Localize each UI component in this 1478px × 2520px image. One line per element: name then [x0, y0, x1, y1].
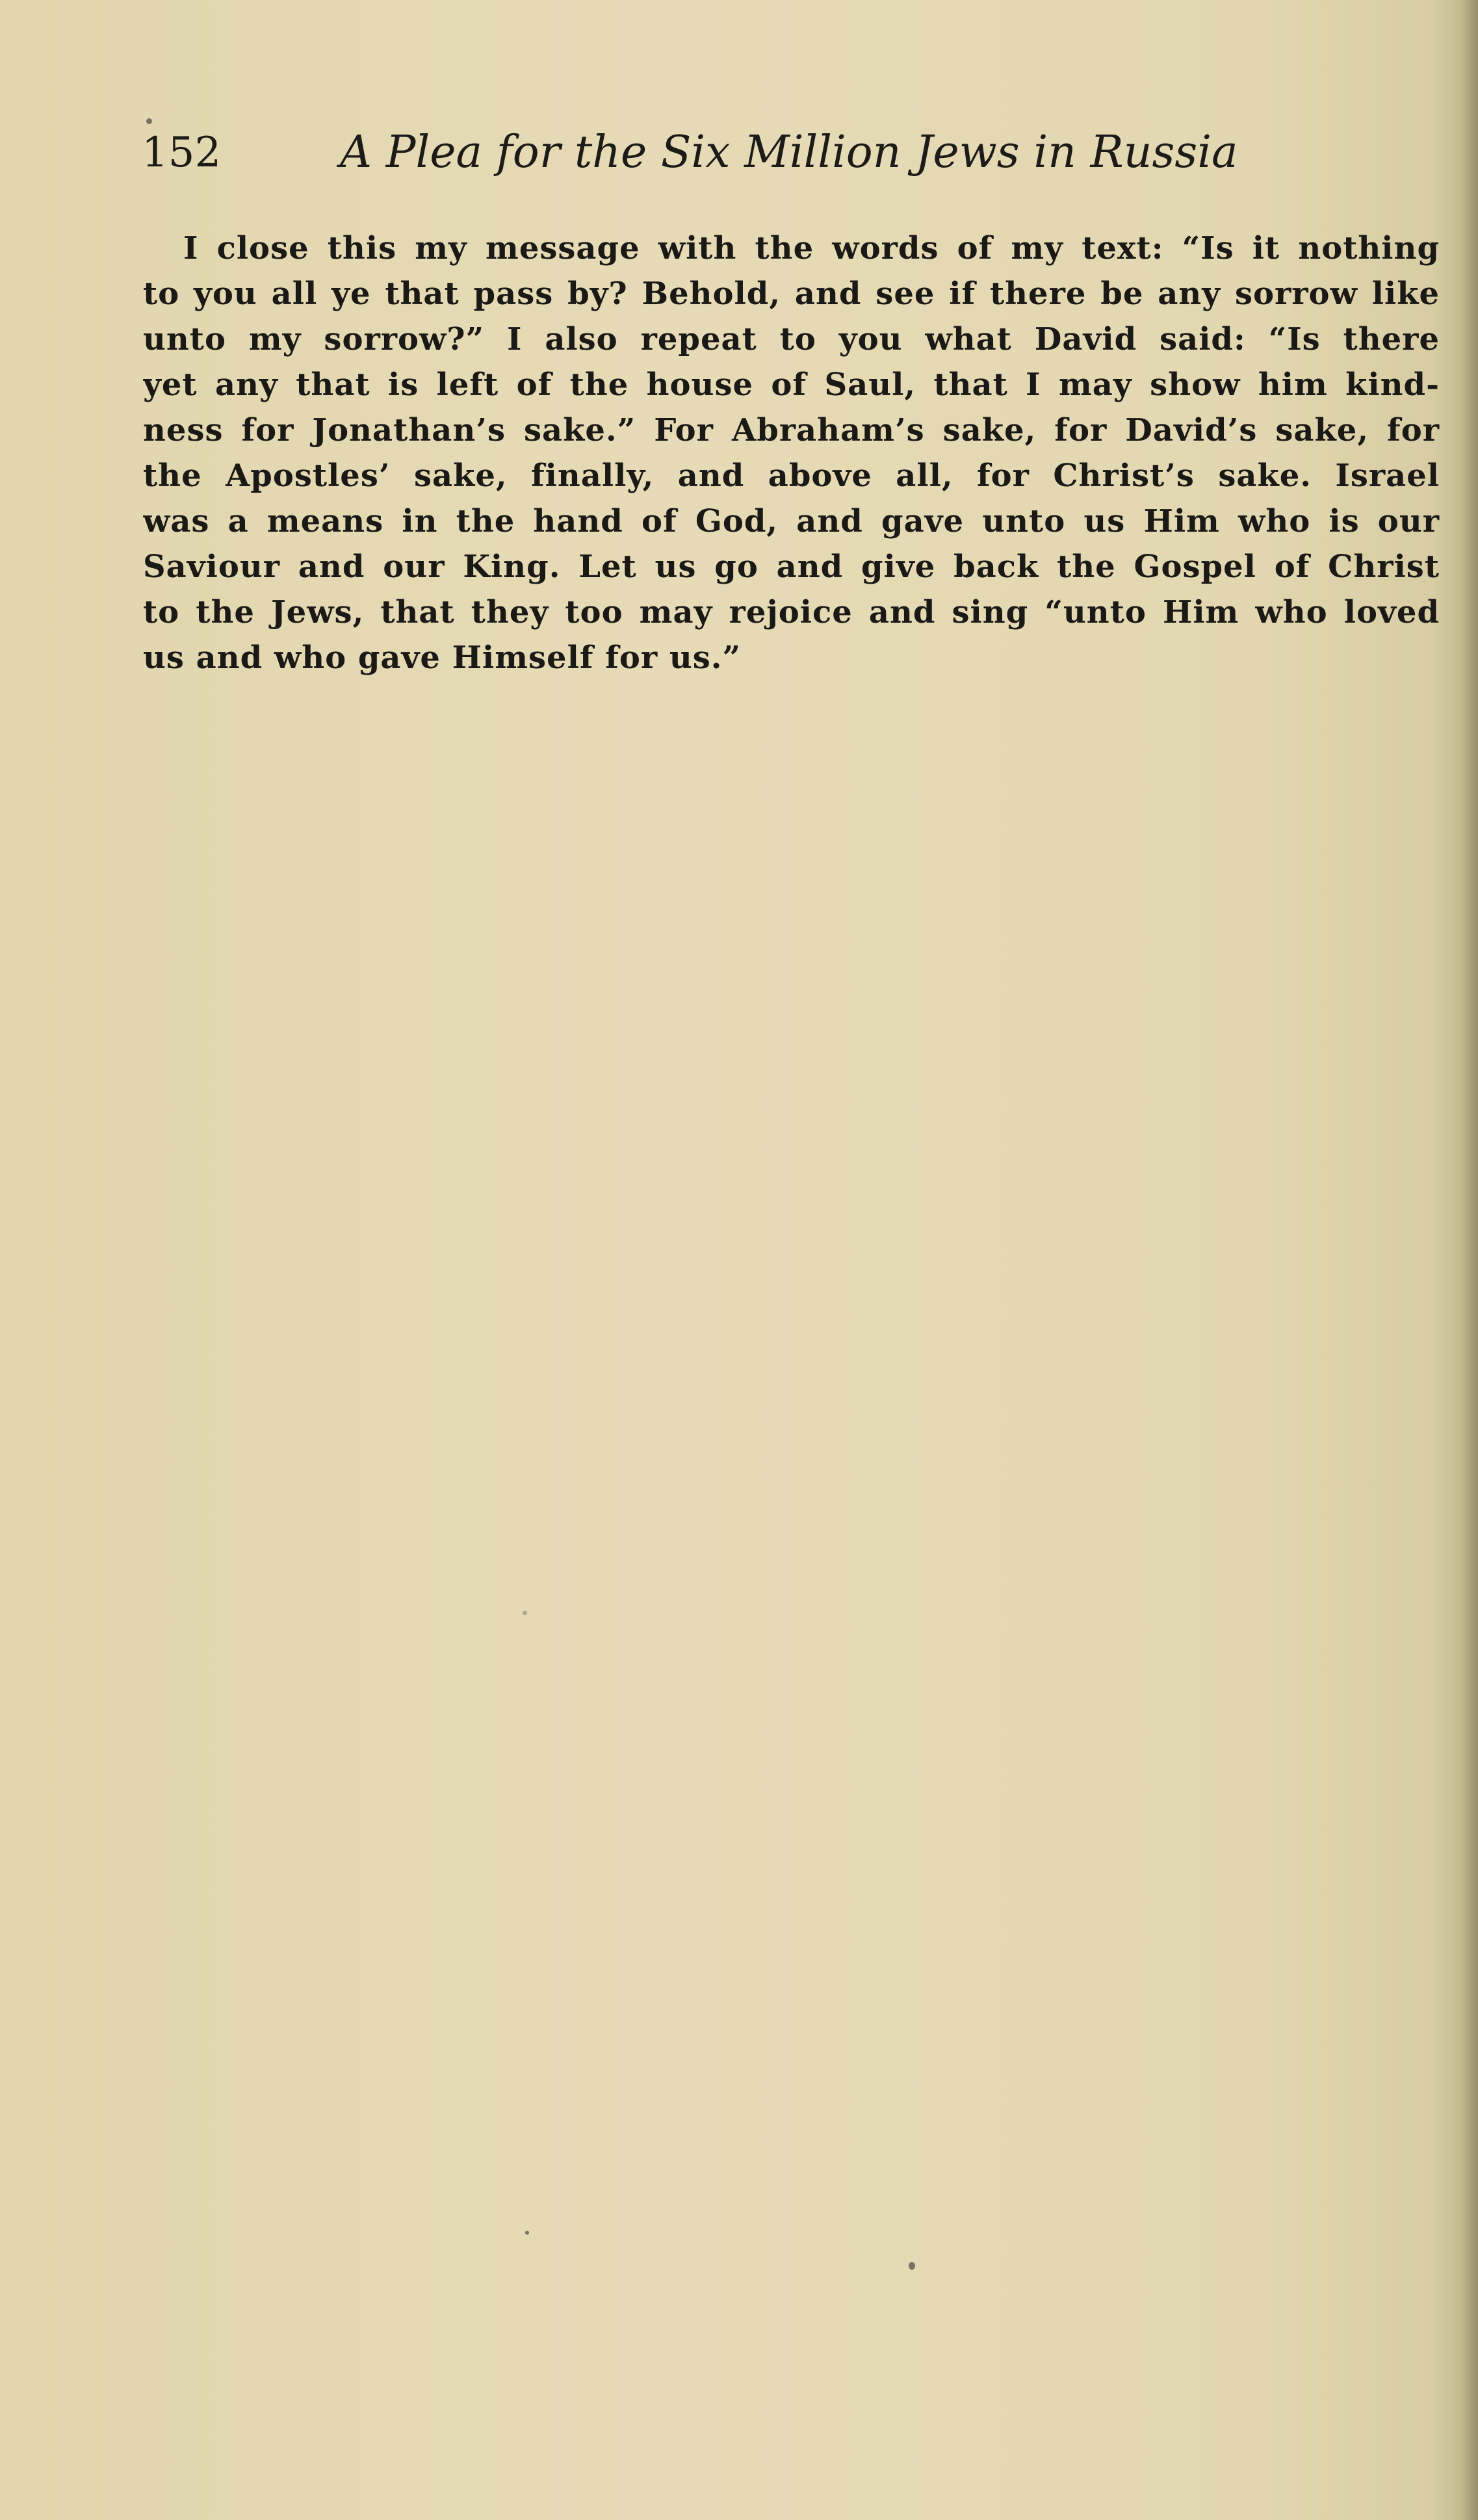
- text-line: unto my sorrow?” I also repeat to you what David said: “Is there: [143, 321, 1440, 357]
- text-line: to you all ye that pass by? Behold, and see if there be any sorrow like: [143, 276, 1440, 312]
- running-head: [142, 123, 1247, 182]
- paper-speck: [909, 2262, 915, 2270]
- text-line: yet any that is left of the house of Saul, that I may show him kind-: [143, 367, 1440, 403]
- text-line: Saviour and our King. Let us go and give back the Gospel of Christ: [143, 549, 1440, 585]
- text-line: I close this my message with the words of my text: “Is it nothing: [183, 230, 1440, 266]
- paper-speck: [146, 118, 152, 124]
- paper-speck: [525, 2231, 529, 2235]
- text-line: was a means in the hand of God, and gave unto us Him who is our: [143, 503, 1440, 539]
- text-line: to the Jews, that they too may rejoice and sing “unto Him who loved: [143, 594, 1440, 630]
- body-paragraph: [143, 226, 1440, 681]
- text-line: ness for Jonathan’s sake.” For Abraham’s sake, for David’s sake, for: [143, 412, 1440, 448]
- page-edge-shadow: [1461, 0, 1478, 2520]
- text-line: the Apostles’ sake, finally, and above all, for Christ’s sake. Israel: [143, 458, 1440, 494]
- text-line: us and who gave Himself for us.”: [143, 640, 742, 676]
- page-number: 152: [142, 129, 222, 177]
- running-title: A Plea for the Six Million Jews in Russia: [340, 127, 1238, 178]
- paper-speck: [523, 1611, 527, 1615]
